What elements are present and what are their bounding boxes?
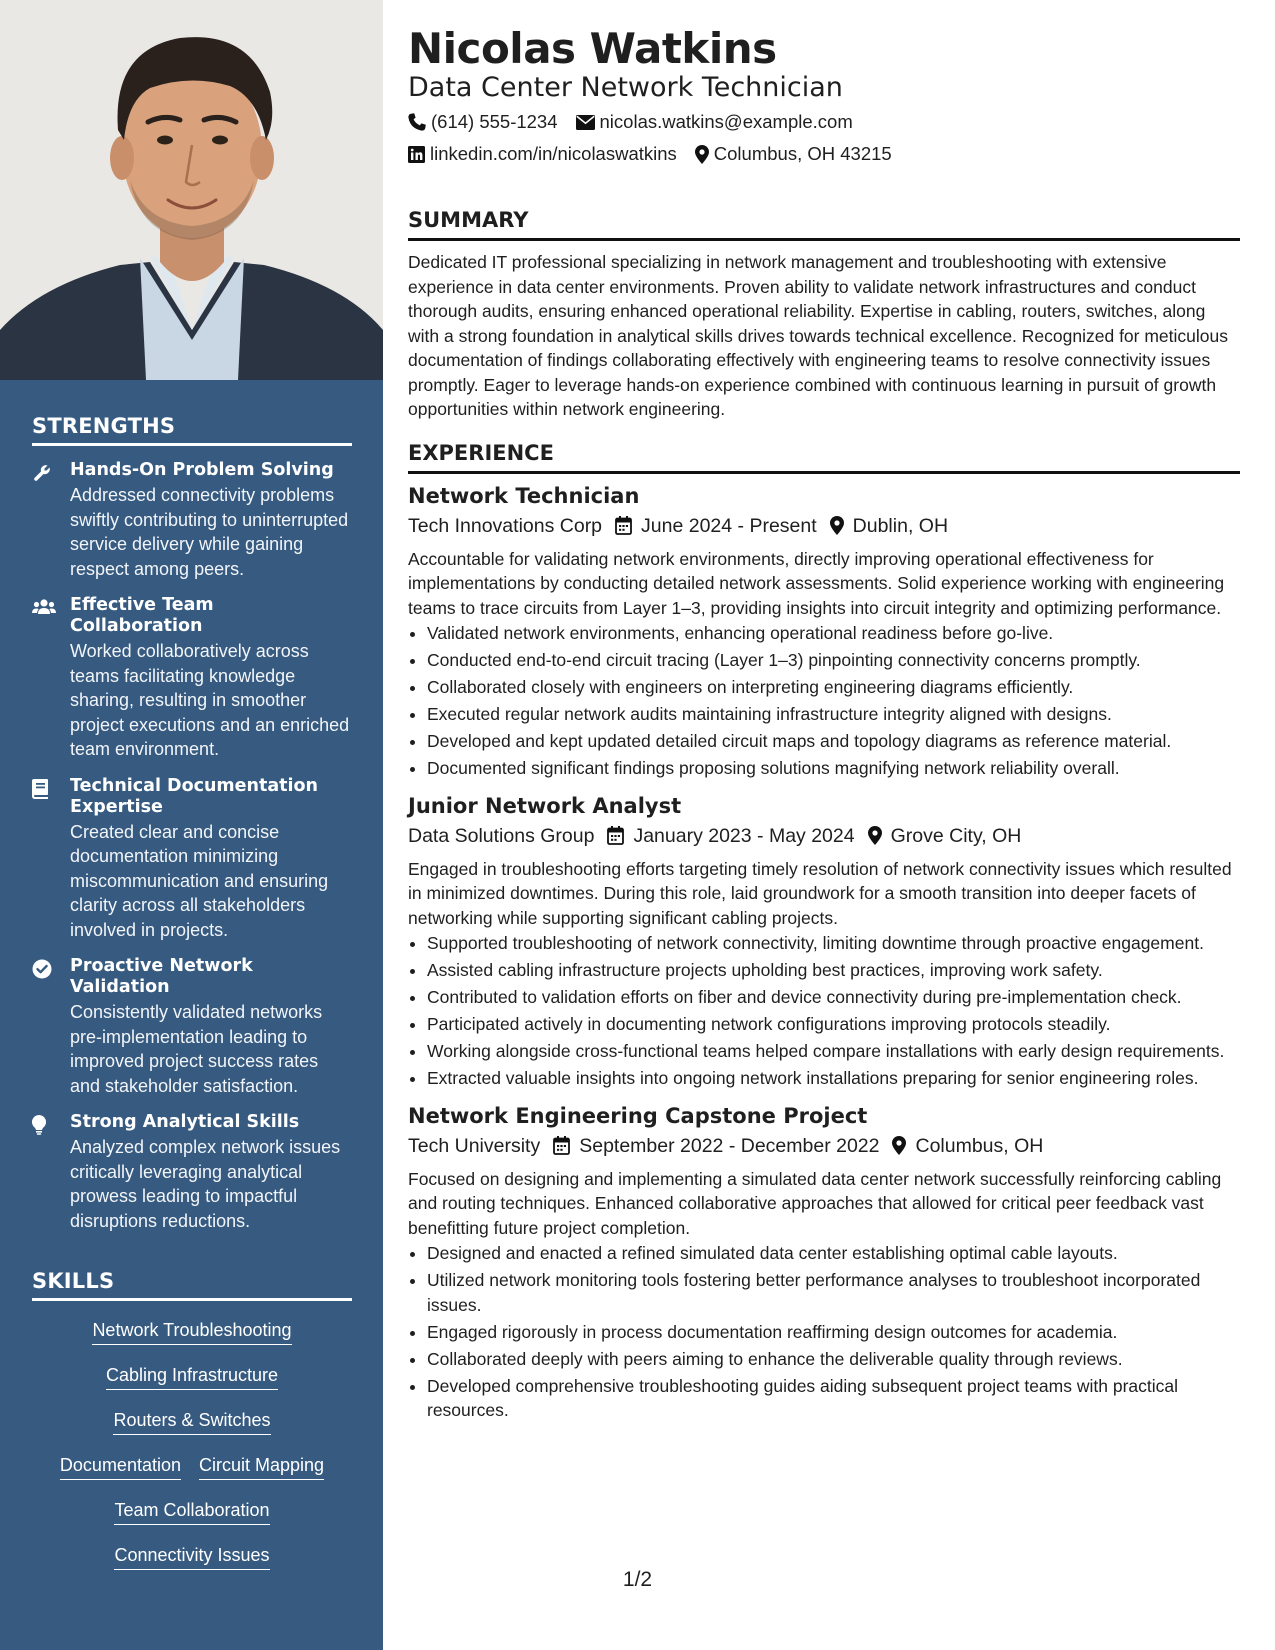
job-entry (408, 1103, 1240, 1423)
contact-email[interactable] (576, 110, 853, 134)
list-item: • Working alongside cross-functional teams helped compare installations with early design requirements. (427, 1039, 1240, 1064)
skill-tag: Circuit Mapping (199, 1454, 324, 1480)
job-description: Engaged in troubleshooting efforts targeting timely resolution of network connectivity issues which resulted in minimized downtimes. During this role, laid groundwork for a smooth transition into deeper facets of networking while supporting significant cabling projects. (408, 858, 1232, 928)
job-entry (408, 793, 1240, 1091)
job-description: Focused on designing and implementing a simulated data center network successfully reinforcing cabling and routing techniques. Enhanced collaborative approaches that allowed for critical peer feedback vast benefitting future project completion. (408, 1168, 1222, 1238)
profile-photo (0, 0, 383, 380)
contact-row (408, 110, 1240, 134)
envelope-icon (576, 115, 595, 130)
list-item: • Conducted end-to-end circuit tracing (Layer 1–3) pinpointing connectivity concerns promptly. (427, 648, 1240, 673)
list-item: • Developed comprehensive troubleshooting guides aiding subsequent project teams with practical resources. (427, 1374, 1240, 1423)
page-number: 1/2 (622, 1568, 653, 1591)
skill-tag: Routers & Switches (113, 1409, 270, 1435)
strengths-list (32, 460, 352, 1233)
job-dates: January 2023 - May 2024 (633, 824, 855, 847)
list-item: • Engaged rigorously in process documentation reaffirming design outcomes for academia. (427, 1320, 1240, 1345)
map-pin-icon (892, 1136, 906, 1155)
email-address[interactable]: nicolas.watkins@example.com (599, 111, 853, 132)
skill-tag: Cabling Infrastructure (106, 1364, 278, 1390)
job-description: Accountable for validating network environments, directly improving operational effectiveness for implementations by conducting detailed network assessments. Solid experience working with engineering teams to trace circuits from Layer 1–3, providing insights into circuit integrity and optimizing performance. (408, 548, 1225, 618)
users-icon (32, 595, 70, 762)
strength-title: Strong Analytical Skills (70, 1112, 300, 1132)
list-item: • Validated network environments, enhancing operational readiness before go-live. (427, 621, 1240, 646)
strength-item (32, 460, 352, 581)
main-content (408, 0, 1240, 1425)
job-location: Dublin, OH (852, 514, 949, 537)
list-item: • Executed regular network audits maintaining infrastructure integrity aligned with designs. (427, 702, 1240, 727)
list-item: • Assisted cabling infrastructure projects upholding best practices, improving work safety. (427, 958, 1240, 983)
skill-tag: Documentation (60, 1454, 181, 1480)
skill-tag: Network Troubleshooting (92, 1319, 291, 1345)
job-company: Tech Innovations Corp (408, 514, 603, 537)
list-item: • Utilized network monitoring tools fostering better performance analyses to troubleshoot incorporated issues. (427, 1268, 1240, 1317)
calendar-icon (615, 516, 632, 535)
job-title: Junior Network Analyst (408, 793, 682, 818)
job-location: Grove City, OH (890, 824, 1022, 847)
candidate-role: Data Center Network Technician (408, 72, 843, 103)
job-bullets (408, 1241, 1240, 1423)
skill-tag: Connectivity Issues (114, 1544, 269, 1570)
strength-description: Worked collaboratively across teams facilitating knowledge sharing, resulting in smoother project executions and an enriched team environment. (70, 641, 350, 759)
strengths-heading: STRENGTHS (32, 414, 352, 446)
location-text: Columbus, OH 43215 (713, 143, 892, 164)
strength-title: Hands-On Problem Solving (70, 460, 334, 480)
job-company: Data Solutions Group (408, 824, 595, 847)
list-item: • Supported troubleshooting of network connectivity, limiting downtime through proactive engagement. (427, 931, 1240, 956)
calendar-icon (553, 1136, 570, 1155)
job-title: Network Technician (408, 483, 640, 508)
job-entry (408, 483, 1240, 781)
phone-number: (614) 555-1234 (431, 111, 558, 132)
strength-description: Consistently validated networks pre-implementation leading to improved project success rates and stakeholder satisfaction. (70, 1002, 323, 1096)
job-meta (408, 513, 1240, 539)
skill-tag: Team Collaboration (114, 1499, 269, 1525)
strength-title: Effective Team Collaboration (70, 595, 214, 636)
contact-phone (408, 110, 558, 134)
list-item: • Designed and enacted a refined simulated data center establishing optimal cable layouts. (427, 1241, 1240, 1266)
list-item: • Contributed to validation efforts on fiber and device connectivity during pre-implementation check. (427, 985, 1240, 1010)
strength-item (32, 1112, 352, 1233)
linkedin-icon (408, 146, 425, 163)
map-pin-icon (830, 516, 844, 535)
lightbulb-icon (32, 1112, 70, 1233)
strength-description: Created clear and concise documentation minimizing miscommunication and ensuring clarity across all stakeholders involved in projects. (70, 821, 329, 940)
list-item: • Extracted valuable insights into ongoing network installations preparing for senior engineering roles. (427, 1066, 1240, 1091)
list-item: • Developed and kept updated detailed circuit maps and topology diagrams as reference material. (427, 729, 1240, 754)
summary-heading: SUMMARY (408, 207, 1240, 241)
summary-text: Dedicated IT professional specializing in network management and troubleshooting with extensive experience in data center environments. Proven ability to validate network infrastructures and conduct thorough audits, ensuring enhanced operational reliability. Expertise in cabling, routers, switches, along with a strong foundation in analytical skills drives towards technical excellence. Recognized for meticulous documentation of findings collaborating effectively with engineering teams to resolve connectivity issues promptly. Eager to leverage hands-on experience combined with continuous learning in pursuit of growth opportunities within network engineering. (408, 252, 1228, 419)
strength-description: Analyzed complex network issues critically leveraging analytical prowess leading to impactful disruptions reductions. (70, 1137, 341, 1231)
profile-photo-illustration (0, 0, 383, 380)
skills-list (32, 1319, 352, 1589)
phone-icon (408, 113, 426, 131)
map-pin-icon (695, 145, 709, 164)
linkedin-url[interactable]: linkedin.com/in/nicolaswatkins (430, 143, 677, 164)
experience-heading: EXPERIENCE (408, 440, 1240, 474)
job-company: Tech University (408, 1134, 541, 1157)
wrench-icon (32, 460, 70, 581)
strength-title: Proactive Network Validation (70, 956, 253, 997)
strength-item (32, 956, 352, 1098)
job-dates: June 2024 - Present (641, 514, 817, 537)
job-title: Network Engineering Capstone Project (408, 1103, 868, 1128)
book-icon (32, 776, 70, 943)
job-location: Columbus, OH (915, 1134, 1044, 1157)
contact-row (408, 142, 1240, 166)
strength-description: Addressed connectivity problems swiftly contributing to uninterrupted service delivery while gaining respect among peers. (70, 485, 349, 579)
strength-title: Technical Documentation Expertise (70, 775, 319, 817)
list-item: • Participated actively in documenting network configurations improving protocols steadily. (427, 1012, 1240, 1037)
strength-item (32, 776, 352, 943)
candidate-name: Nicolas Watkins (408, 24, 777, 73)
contact-location (695, 142, 892, 166)
sidebar (0, 0, 383, 1650)
check-circle-icon (32, 956, 70, 1098)
list-item: • Collaborated closely with engineers on interpreting engineering diagrams efficiently. (427, 675, 1240, 700)
map-pin-icon (868, 826, 882, 845)
list-item: • Documented significant findings proposing solutions magnifying network reliability overall. (427, 756, 1240, 781)
strength-item (32, 595, 352, 762)
job-meta (408, 1133, 1240, 1159)
job-meta (408, 823, 1240, 849)
contact-linkedin[interactable] (408, 142, 677, 166)
job-bullets (408, 931, 1240, 1091)
job-dates: September 2022 - December 2022 (579, 1134, 880, 1157)
list-item: • Collaborated deeply with peers aiming to enhance the deliverable quality through reviews. (427, 1347, 1240, 1372)
skills-heading: SKILLS (32, 1269, 352, 1301)
calendar-icon (607, 826, 624, 845)
job-bullets (408, 621, 1240, 781)
